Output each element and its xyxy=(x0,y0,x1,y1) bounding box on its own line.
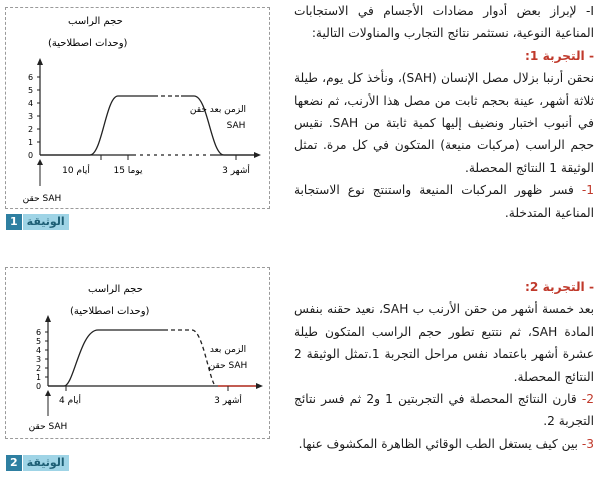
question-3-text: بين كيف يستغل الطب الوقائي الظاهرة المكشوف عنها. xyxy=(298,436,578,451)
y2-tick-2: 2 xyxy=(36,364,42,373)
experiment-1-body: نحقن أرنبا بزلال مصل الإنسان (SAH)، ونأخذ كل يوم، طيلة ثلاثة أشهر، عينة بحجم ثابت من مصل هذا الأرنب، ثم نضعها في أنبوب اختبار ونضيف إليها كمية ثابتة من SAH. نقيس حجم الراسب (مركبات منيعة) المتكون في كل مرة. تمثل الوثيقة 1 النتائج المحصلة. xyxy=(294,71,594,175)
graph-2-y-tick-labels xyxy=(36,328,41,391)
document-2-badge-number: 2 xyxy=(6,455,22,471)
experiment-2-body: بعد خمسة أشهر من حقن الأرنب ب SAH، نعيد حقنه بنفس المادة SAH، ثم نتتبع تطور حجم الراسب المتكون طيلة عشرة أشهر باعتماد نفس مراحل التجربة 1.تمثل الوثيقة 2 النتائج المحصلة. xyxy=(294,302,595,384)
graph-2-svg xyxy=(6,268,269,438)
graph-1-injection-arrowhead xyxy=(37,159,43,165)
graph-1-y-unit: (وحدات اصطلاحية) xyxy=(48,38,128,49)
document-1-badge-number: 1 xyxy=(6,214,22,230)
document-1-graph xyxy=(5,7,270,209)
graph-2-x-label-4-days: 4 أيام xyxy=(59,396,81,406)
graph-1-time-label-2: SAH xyxy=(226,121,246,131)
question-2 xyxy=(294,388,594,433)
document-1-badge-label: الوثيقة xyxy=(23,214,69,230)
graph-2-y-title: حجم الراسب xyxy=(88,284,143,295)
graph-1-x-label-3-months: 3 أشهر xyxy=(222,166,250,176)
document-2-graph xyxy=(5,267,270,439)
question-1-text: فسر ظهور المركبات المنيعة واستنتج نوع الاستجابة المناعية المتدخلة. xyxy=(294,183,594,220)
graph-1-svg xyxy=(6,8,269,208)
graph-2-time-label-1: الزمن بعد xyxy=(209,345,247,355)
graph-1-x-label-10-days: 10 أيام xyxy=(62,166,90,176)
y-tick-4: 4 xyxy=(28,99,34,108)
y2-tick-3: 3 xyxy=(36,355,42,364)
intro-paragraph: I- لإبراز بعض أدوار مضادات الأجسام في الاستجابات المناعية النوعية، نستثمر نتائج التجارب والمناولات التالية: xyxy=(294,4,594,41)
graph-2-y-axis-arrow xyxy=(45,315,51,322)
document-1-badge xyxy=(6,214,69,230)
y2-tick-1: 1 xyxy=(36,373,42,382)
question-1 xyxy=(294,179,594,224)
graph-1-y-title: حجم الراسب xyxy=(68,16,123,27)
graph-2-time-label-2: حقن SAH xyxy=(208,361,248,371)
graph-1-injection-label: حقن SAH xyxy=(22,194,62,204)
graph-1-curve-solid xyxy=(40,96,154,155)
question-1-number: 1- xyxy=(581,183,594,198)
y-tick-2: 2 xyxy=(28,125,34,134)
y2-tick-4: 4 xyxy=(36,346,42,355)
graph-2-y-unit: (وحدات اصطلاحية) xyxy=(70,306,150,317)
graph-1-time-label-1: الزمن بعد حقن xyxy=(189,105,247,115)
question-3-number: 3- xyxy=(581,436,594,451)
y-tick-1: 1 xyxy=(28,138,34,147)
graph-2-injection-arrowhead xyxy=(45,390,51,396)
y-tick-5: 5 xyxy=(28,86,34,95)
y2-tick-0: 0 xyxy=(36,382,42,391)
graph-2-x-axis-arrow xyxy=(256,383,263,389)
graph-1-y-tick-labels xyxy=(28,73,33,160)
question-3 xyxy=(294,433,594,455)
y2-tick-6: 6 xyxy=(36,328,42,337)
experiment-2-title: - التجربة 2: xyxy=(525,280,594,294)
y-tick-0: 0 xyxy=(28,151,34,160)
graph-2-curve-solid xyxy=(48,330,164,386)
y-tick-3: 3 xyxy=(28,112,34,121)
y-tick-6: 6 xyxy=(28,73,34,82)
graph-2-injection-label: حقن SAH xyxy=(28,422,68,432)
question-2-number: 2- xyxy=(581,392,595,407)
question-2-text: قارن النتائج المحصلة في التجربتين 1 و2 ثم فسر نتائج التجربة 2. xyxy=(294,392,594,429)
graph-1-y-axis-arrow xyxy=(37,58,43,65)
graph-2-curve-dashed xyxy=(164,330,214,384)
document-2-badge xyxy=(6,455,69,471)
y2-tick-5: 5 xyxy=(36,337,42,346)
graph-1-x-label-15-days: 15 يوما xyxy=(113,166,143,176)
document-2-badge-label: الوثيقة xyxy=(23,455,69,471)
experiment-1-title: - التجربة 1: xyxy=(525,48,594,63)
graph-2-x-label-3-months: 3 أشهر xyxy=(214,396,242,406)
